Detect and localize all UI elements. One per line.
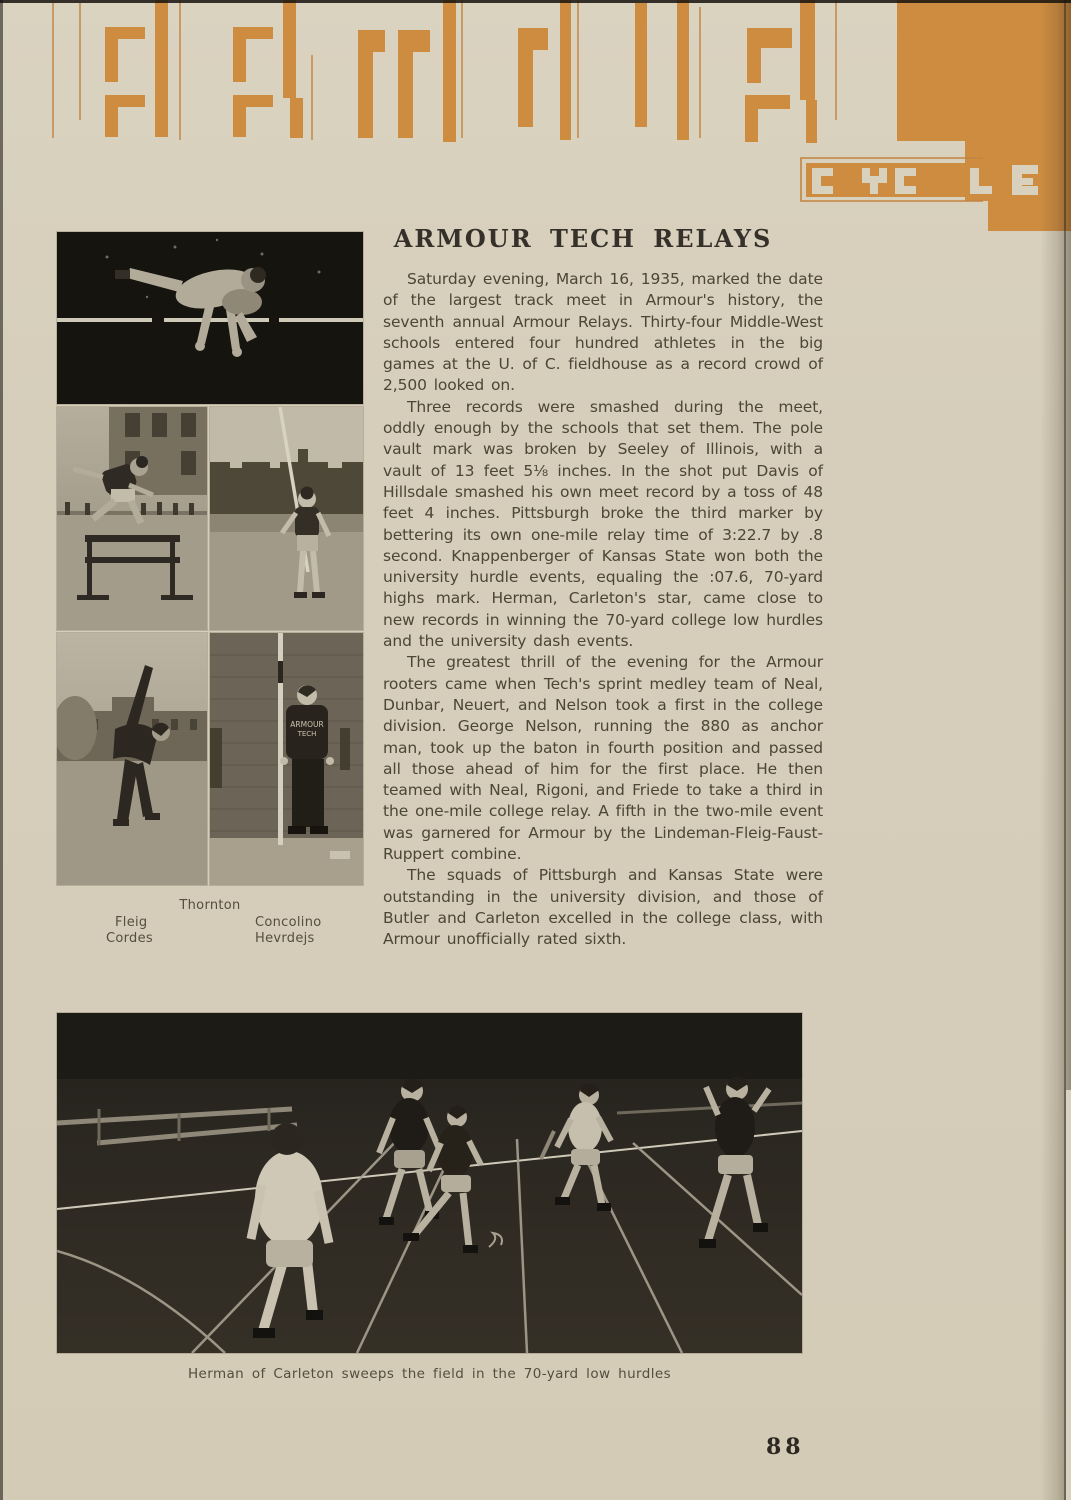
article-paragraph: Three records were smashed during the meet, oddly enough by the schools that set them. The pole vault mark was broken by Seeley of Illinois, with a vault of 13 feet 5⅛ inches. In the shot put Davis of Hillsdale smashed his own meet record by a toss of 48 feet 4 inches. Pittsburgh broke the third marker by bettering its own one-mile relay time of 3:22.7 by .8 second. Knappenberger of Kansas State won both the university hurdle events, equaling the :07.6, 70-yard highs mark. Herman, Carleton's star, came close to new records in winning the 70-yard college low hurdles and the university dash events. (383, 397, 823, 651)
article-paragraph: The greatest thrill of the evening for the Armour rooters came when Tech's sprint medley team of Neal, Dunbar, Neuert, and Nelson took a first in the college division. George Nelson, running the 880 as anchor man, took up the baton in fourth position and passed all those ahead of him for the first place. He then teamed with Neal, Rigoni, and Friede to take a third in the one-mile college relay. A fifth in the two-mile event was garnered for Armour by the Lindeman-Fleig-Faust-Ruppert combine. (383, 653, 823, 864)
article-title: ARMOUR TECH RELAYS (393, 224, 773, 253)
photo-armour-tech-standing (210, 633, 363, 885)
photo-throw (57, 633, 207, 885)
sweatshirt-text-line1: ARMOUR (290, 720, 324, 729)
photo-pole-hold (210, 407, 363, 630)
page-number: 88 (766, 1434, 805, 1460)
caption-concolino: Concolino (255, 915, 322, 930)
photo-hurdles (57, 407, 207, 630)
caption-thornton: Thornton (179, 898, 241, 913)
photo-high-jump (57, 232, 363, 404)
article-paragraph: Saturday evening, March 16, 1935, marked the date of the largest track meet in Armour's history, the seventh annual Armour Relays. Thirty-four Middle-West schools entered four hundred athletes in the big games at the U. of C. fieldhouse as a record crowd of 2,500 looked on. (383, 270, 823, 395)
caption-cordes: Cordes (106, 931, 153, 946)
bottom-photo-caption: Herman of Carleton sweeps the field in the 70-yard low hurdles (187, 1366, 672, 1382)
article-paragraph: The squads of Pittsburgh and Kansas State were outstanding in the university division, and those of Butler and Carleton excelled in the college class, with Armour unofficially rated sixth. (383, 866, 823, 949)
article (383, 224, 823, 951)
page-edge-sliver (1066, 1090, 1071, 1500)
scan-edge-left (0, 0, 3, 1500)
caption-fleig: Fleig (115, 915, 148, 930)
scan-edge-top (0, 0, 1071, 3)
armour-deco-art (0, 0, 1071, 240)
masthead-deco (0, 0, 1071, 240)
photo-finish-line (57, 1013, 802, 1353)
caption-hevrdejs: Hevrdejs (255, 931, 315, 946)
sweatshirt-text-line2: TECH (297, 730, 317, 738)
